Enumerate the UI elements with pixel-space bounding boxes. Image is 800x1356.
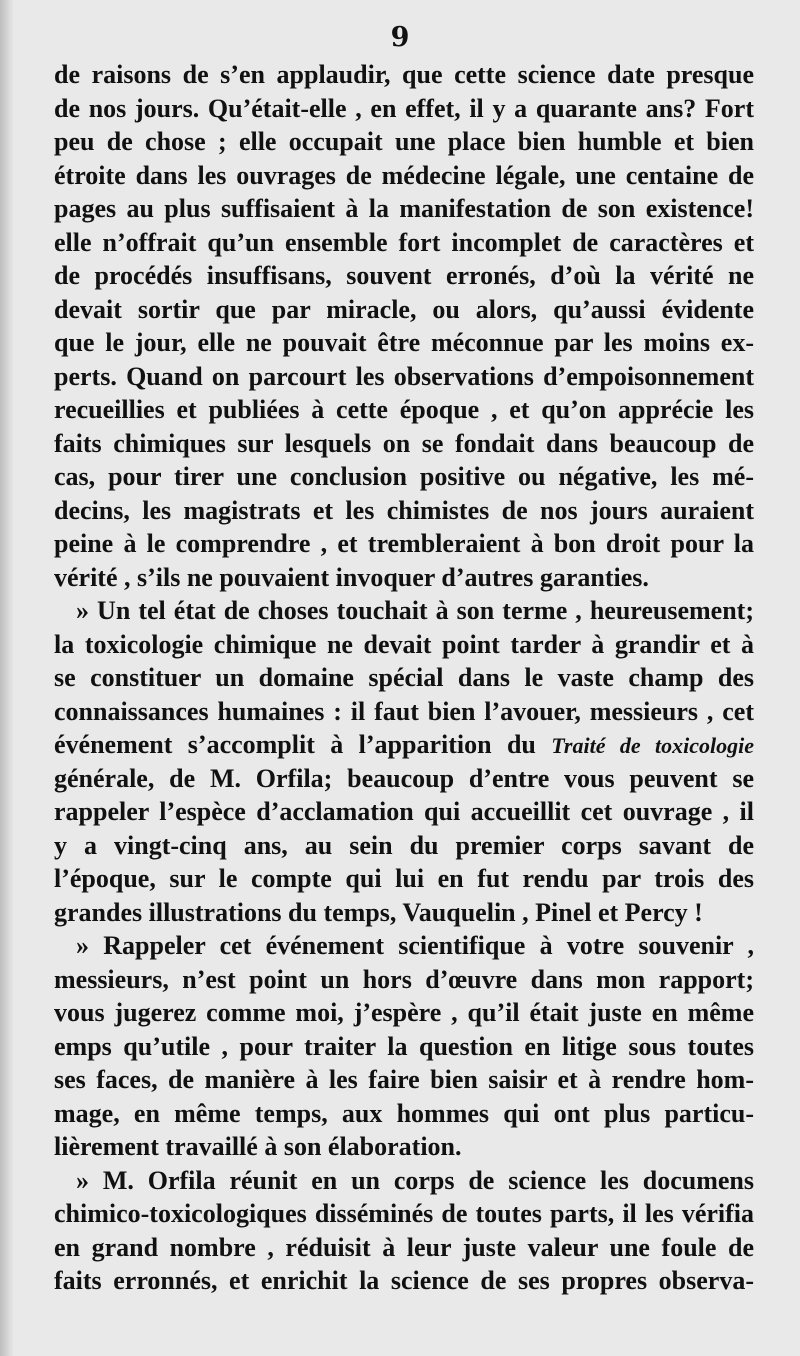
line-text: de raisons de s’en applaudir, que cette science date presque: [54, 60, 754, 89]
text-line: [54, 92, 754, 126]
line-text: l’époque, sur le compte qui lui en fut rendu par trois des: [54, 864, 754, 893]
line-text: perts. Quand on parcourt les observations d’empoisonnement: [54, 361, 754, 391]
line-text: de nos jours. Qu’était-elle , en effet, il y a quarante ans? Fort: [54, 93, 754, 123]
line-text: y a vingt-cinq ans, au sein du premier corps savant de: [54, 830, 754, 860]
line-text: pages au plus suffisaient à la manifestation de son existence!: [54, 194, 754, 223]
text-line: [54, 762, 754, 796]
line-text: ses faces, de manière à les faire bien saisir et à rendre hom-: [54, 1065, 754, 1094]
text-line: [54, 159, 754, 193]
text-line: [54, 963, 754, 997]
text-line: [54, 360, 754, 394]
body-text: [54, 58, 754, 1298]
text-line: [54, 594, 754, 628]
line-text: faits chimiques sur lesquels on se fondait dans beaucoup de: [54, 428, 754, 458]
text-line: [54, 795, 754, 829]
text-line: [54, 561, 754, 595]
line-text: lièrement travaillé à son élaboration.: [54, 1132, 462, 1161]
line-text: la toxicologie chimique ne devait point tarder à grandir et à: [54, 629, 754, 659]
text-line: [54, 628, 754, 662]
text-line: [54, 1130, 754, 1164]
text-line: [54, 896, 754, 930]
line-text: mage, en même temps, aux hommes qui ont plus particu-: [54, 1098, 754, 1128]
text-line: [54, 1063, 754, 1097]
text-line: [54, 393, 754, 427]
text-line: [54, 1164, 754, 1198]
line-text: événement s’accomplit à l’apparition du: [54, 730, 552, 759]
line-text: étroite dans les ouvrages de médecine légale, une centaine de: [54, 160, 754, 190]
text-line: [54, 226, 754, 260]
line-text: elle n’offrait qu’un ensemble fort incomplet de caractères et: [54, 227, 754, 257]
line-text: cas, pour tirer une conclusion positive ou négative, les mé-: [54, 462, 754, 491]
line-text: recueillies et publiées à cette époque , et qu’on apprécie les: [54, 395, 754, 424]
text-line: [54, 728, 754, 762]
page-gutter-shadow: [0, 0, 14, 1356]
text-line: [54, 1097, 754, 1131]
text-line: [54, 661, 754, 695]
text-line: [54, 259, 754, 293]
line-text: » M. Orfila réunit en un corps de science les documens: [76, 1165, 754, 1195]
line-text: » Rappeler cet événement scientifique à votre souvenir ,: [76, 931, 754, 960]
text-line: [54, 527, 754, 561]
text-line: [54, 427, 754, 461]
page-number: 9: [390, 22, 410, 53]
line-text: peu de chose ; elle occupait une place bien humble et bien: [54, 127, 754, 156]
line-text: chimico-toxicologiques disséminés de toutes parts, il les vérifia: [54, 1199, 754, 1228]
line-text: emps qu’utile , pour traiter la question en litige sous toutes: [54, 1031, 754, 1061]
text-line: [54, 929, 754, 963]
text-line: [54, 293, 754, 327]
text-line: [54, 125, 754, 159]
line-text: de procédés insuffisans, souvent erronés, d’où la vérité ne: [54, 261, 754, 290]
line-text: decins, les magistrats et les chimistes de nos jours auraient: [54, 495, 754, 525]
line-text: se constituer un domaine spécial dans le vaste champ des: [54, 663, 754, 692]
line-text: connaissances humaines : il faut bien l’avouer, messieurs , cet: [54, 696, 754, 726]
text-line: [54, 996, 754, 1030]
text-line: [54, 1264, 754, 1298]
line-text: rappeler l’espèce d’acclamation qui accueillit cet ouvrage , il: [54, 797, 754, 826]
line-text: peine à le comprendre , et trembleraient à bon droit pour la: [54, 529, 754, 558]
line-text: messieurs, n’est point un hors d’œuvre dans mon rapport;: [54, 964, 754, 994]
line-text: en grand nombre , réduisit à leur juste valeur une foule de: [54, 1232, 754, 1262]
text-line: [54, 460, 754, 494]
text-line: [54, 1231, 754, 1265]
book-title: Traité de toxicologie: [551, 733, 754, 758]
text-line: [54, 1030, 754, 1064]
line-text: » Un tel état de choses touchait à son terme , heureusement;: [76, 596, 754, 625]
text-line: [54, 695, 754, 729]
line-text: que le jour, elle ne pouvait être méconnue par les moins ex-: [54, 328, 754, 357]
text-line: [54, 1197, 754, 1231]
line-text: vérité , s’ils ne pouvaient invoquer d’autres garanties.: [54, 562, 649, 592]
text-line: [54, 494, 754, 528]
text-line: [54, 862, 754, 896]
line-text: grandes illustrations du temps, Vauquelin , Pinel et Percy !: [54, 897, 703, 927]
line-text: générale, de M. Orfila; beaucoup d’entre vous peuvent se: [54, 763, 754, 793]
text-line: [54, 829, 754, 863]
line-text: devait sortir que par miracle, ou alors, qu’aussi évidente: [54, 294, 754, 324]
text-line: [54, 58, 754, 92]
text-line: [54, 326, 754, 360]
line-text: vous jugerez comme moi, j’espère , qu’il était juste en même: [54, 998, 754, 1027]
text-line: [54, 192, 754, 226]
line-text: faits erronnés, et enrichit la science de ses propres observa-: [54, 1266, 754, 1295]
